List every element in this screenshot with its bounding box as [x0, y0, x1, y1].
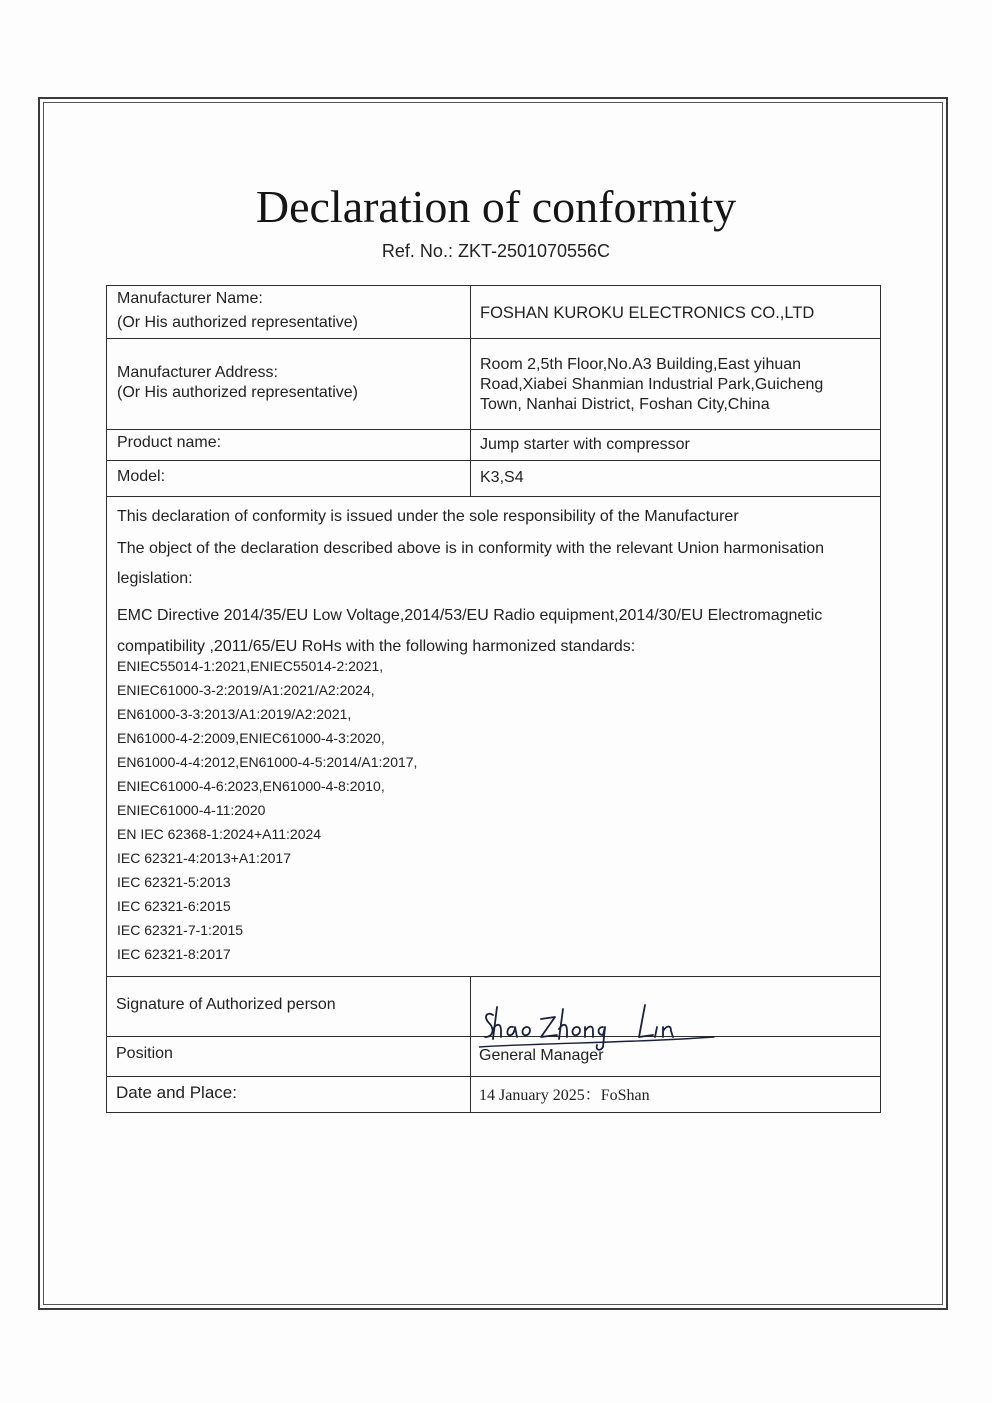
standard-line: ENIEC61000-4-11:2020	[117, 802, 266, 818]
standard-line: EN61000-4-4:2012,EN61000-4-5:2014/A1:2017,	[117, 754, 418, 770]
standard-line: IEC 62321-4:2013+A1:2017	[117, 850, 291, 866]
declaration-line3: legislation:	[117, 570, 193, 587]
row-divider	[107, 460, 880, 461]
row-divider	[107, 1076, 880, 1077]
row-divider	[107, 976, 880, 977]
standard-line: IEC 62321-8:2017	[117, 946, 231, 962]
address-line3: Town, Nanhai District, Foshan City,China	[480, 396, 770, 413]
date-place-value: 14 January 2025：FoShan	[479, 1087, 650, 1104]
product-name-value: Jump starter with compressor	[480, 436, 690, 453]
model-value: K3,S4	[480, 469, 524, 486]
standard-line: ENIEC55014-1:2021,ENIEC55014-2:2021,	[117, 658, 384, 674]
date-place-label: Date and Place:	[116, 1083, 237, 1102]
manufacturer-address-label	[117, 363, 358, 403]
address-line2: Road,Xiabei Shanmian Industrial Park,Guicheng	[480, 376, 824, 393]
declaration-table	[106, 285, 881, 1113]
row-divider	[107, 338, 880, 339]
declaration-line2: The object of the declaration described above is in conformity with the relevant Union harmonisation	[117, 540, 825, 557]
declaration-line4: EMC Directive 2014/35/EU Low Voltage,2014/53/EU Radio equipment,2014/30/EU Electromagnetic	[117, 607, 823, 624]
standard-line: IEC 62321-7-1:2015	[117, 922, 244, 938]
column-divider	[470, 976, 471, 1113]
declaration-line5: compatibility ,2011/65/EU RoHs with the following harmonized standards:	[117, 638, 636, 655]
manufacturer-name-label	[117, 289, 358, 333]
manufacturer-name-label-line1: Manufacturer Name:	[117, 290, 263, 307]
reference-number-text: Ref. No.: ZKT-2501070556C	[381, 241, 611, 261]
manufacturer-name-label-line2: (Or His authorized representative)	[117, 314, 358, 331]
position-value: General Manager	[479, 1047, 604, 1064]
product-name-label: Product name:	[117, 434, 222, 451]
manufacturer-name-value: FOSHAN KUROKU ELECTRONICS CO.,LTD	[480, 304, 815, 322]
standard-line: EN61000-4-2:2009,ENIEC61000-4-3:2020,	[117, 730, 385, 746]
row-divider	[107, 429, 880, 430]
reference-number	[0, 241, 992, 262]
column-divider	[470, 286, 471, 496]
position-label: Position	[116, 1045, 173, 1062]
manufacturer-address-label-line1: Manufacturer Address:	[117, 364, 278, 381]
address-line1: Room 2,5th Floor,No.A3 Building,East yihuan	[480, 356, 802, 373]
standard-line: EN61000-3-3:2013/A1:2019/A2:2021,	[117, 706, 352, 722]
standard-line: ENIEC61000-4-6:2023,EN61000-4-8:2010,	[117, 778, 385, 794]
declaration-line1: This declaration of conformity is issued under the sole responsibility of the Manufacturer	[117, 508, 739, 525]
document-title: Declaration of conformity	[255, 181, 737, 232]
manufacturer-address-value	[480, 355, 823, 415]
standard-line: IEC 62321-5:2013	[117, 874, 231, 890]
manufacturer-address-label-line2: (Or His authorized representative)	[117, 384, 358, 401]
handwritten-signature	[479, 991, 719, 1053]
row-divider	[107, 496, 880, 497]
standard-line: EN IEC 62368-1:2024+A11:2024	[117, 826, 322, 842]
standard-line: IEC 62321-6:2015	[117, 898, 231, 914]
model-label: Model:	[117, 468, 166, 485]
standard-line: ENIEC61000-3-2:2019/A1:2021/A2:2024,	[117, 682, 375, 698]
signature-label: Signature of Authorized person	[116, 996, 336, 1013]
